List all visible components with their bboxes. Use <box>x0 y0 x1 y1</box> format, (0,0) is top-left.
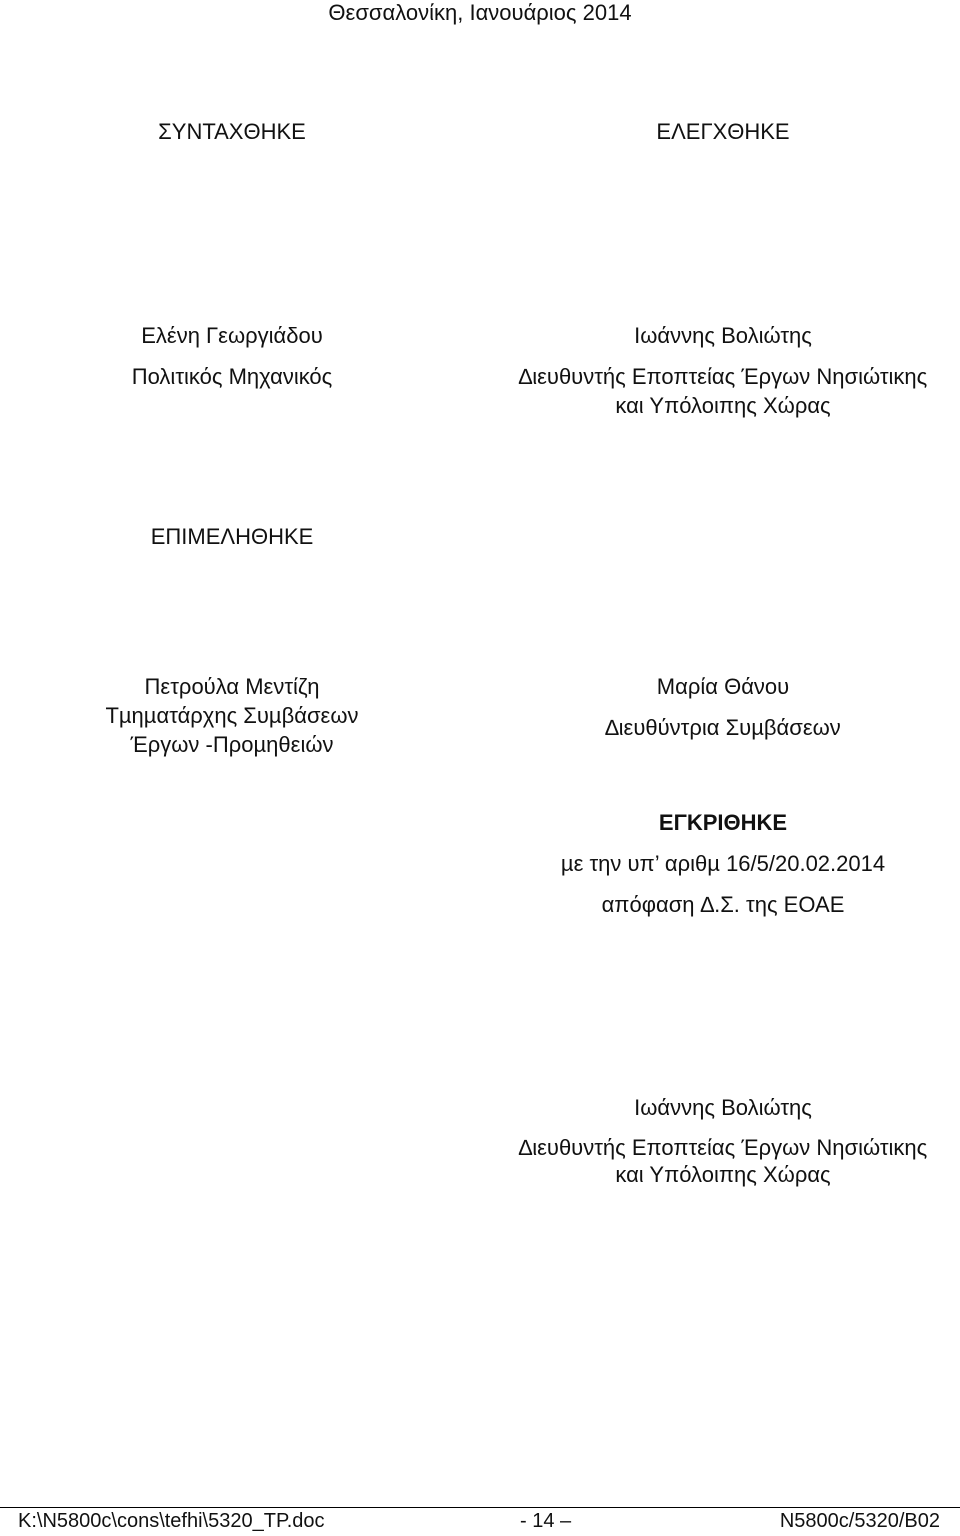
place-date: Θεσσαλονίκη, Ιανουάριος 2014 <box>328 0 632 25</box>
checked-title-line1: ∆ιευθυντής Εποπτείας Έργων Νησιώτικης <box>518 364 928 389</box>
approved-line1: µε την υπ’ αριθµ 16/5/20.02.2014 <box>560 851 886 876</box>
supervised-title-line2: Έργων -Προµηθειών <box>130 732 334 757</box>
approved-signer-title-line1: ∆ιευθυντής Εποπτείας Έργων Νησιώτικης <box>518 1135 928 1160</box>
checked-name: Ιωάννης Βολιώτης <box>634 323 812 348</box>
supervised-title-line1: Τµηµατάρχης Συµβάσεων <box>105 703 359 728</box>
footer-doc-code: N5800c/5320/B02 <box>779 1510 940 1532</box>
approved-signer-title-line2: και Υπόλοιπης Χώρας <box>615 1162 831 1187</box>
director-contracts-name: Μαρία Θάνου <box>656 674 790 699</box>
checked-heading: ΕΛΕΓΧΘΗΚΕ <box>656 119 790 144</box>
compiled-name: Ελένη Γεωργιάδου <box>141 323 323 348</box>
supervised-heading: ΕΠΙΜΕΛΗΘΗΚΕ <box>150 524 314 549</box>
compiled-title: Πολιτικός Μηχανικός <box>131 364 333 389</box>
approved-heading: ΕΓΚΡΙΘΗΚΕ <box>658 810 788 835</box>
approved-line2: απόφαση ∆.Σ. της ΕΟΑΕ <box>601 892 845 917</box>
supervised-name: Πετρούλα Μεντίζη <box>144 674 320 699</box>
compiled-heading: ΣΥΝΤΑΧΘΗΚΕ <box>158 119 306 144</box>
footer-rule <box>0 1507 960 1508</box>
approved-signer-name: Ιωάννης Βολιώτης <box>634 1095 812 1120</box>
director-contracts-title: ∆ιευθύντρια Συµβάσεων <box>605 715 841 740</box>
checked-title-line2: και Υπόλοιπης Χώρας <box>615 393 831 418</box>
footer-page-number: - 14 – <box>520 1510 572 1532</box>
footer-file-path: K:\N5800c\cons\tefhi\5320_TP.doc <box>18 1510 325 1532</box>
